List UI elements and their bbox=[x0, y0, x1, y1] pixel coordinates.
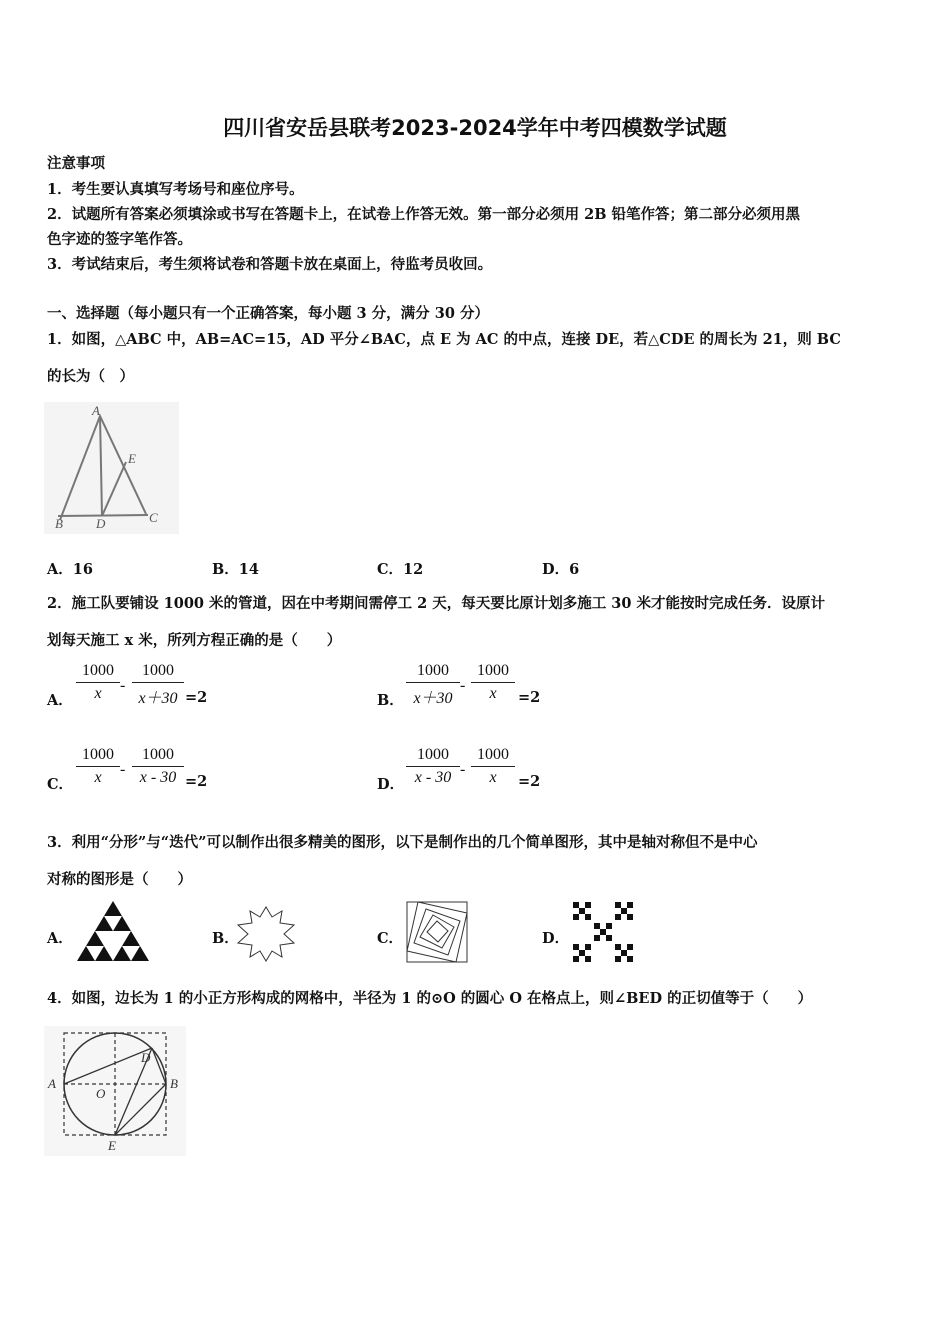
notice-item: 2．试题所有答案必须填涂或书写在答题卡上，在试卷上作答无效。第一部分必须用 2B 铅笔作答；第二部分必须用黑 bbox=[47, 206, 801, 223]
q2-option-c-label: C． bbox=[47, 776, 74, 793]
q1-text-1: 1．如图，△ABC 中，AB=AC=15，AD 平分∠BAC，点 E 为 AC 的中点，连接 DE，若△CDE 的周长为 21，则 BC bbox=[47, 331, 841, 348]
label-c: C bbox=[149, 510, 158, 525]
label-e: E bbox=[128, 451, 136, 466]
label-b: B bbox=[170, 1076, 178, 1091]
q3-text-2: 对称的图形是（ ） bbox=[47, 871, 192, 888]
equals-two: =2 bbox=[518, 689, 541, 706]
koch-snowflake-figure bbox=[234, 905, 298, 963]
fraction: $\frac{1000}{x}$ bbox=[76, 746, 120, 787]
fractal-x-pattern-figure bbox=[573, 902, 633, 962]
fraction: $\frac{1000}{x}$ bbox=[471, 746, 515, 787]
equals-two: =2 bbox=[518, 773, 541, 790]
q2-option-d-label: D． bbox=[377, 776, 405, 793]
q3-option-c-label: C． bbox=[377, 930, 404, 947]
q4-text-1: 4．如图，边长为 1 的小正方形构成的网格中，半径为 1 的⊙O 的圆心 O 在格点上，则∠BED 的正切值等于（ ） bbox=[47, 990, 813, 1007]
fraction: $\frac{1000}{x - 30}$ bbox=[406, 746, 460, 787]
notice-heading: 注意事项 bbox=[47, 155, 105, 172]
label-a: A bbox=[48, 1076, 56, 1091]
label-e: E bbox=[108, 1138, 116, 1153]
q1-option-a: A．16 bbox=[47, 561, 93, 578]
minus-sign: - bbox=[460, 677, 466, 694]
fraction: $\frac{1000}{x}$ bbox=[76, 662, 120, 703]
label-d: D bbox=[96, 516, 106, 531]
q1-text-2: 的长为（ ） bbox=[47, 368, 134, 385]
notice-item: 1．考生要认真填写考场号和座位序号。 bbox=[47, 181, 304, 198]
q3-option-a-label: A． bbox=[47, 930, 73, 947]
q2-text-1: 2．施工队要铺设 1000 米的管道，因在中考期间需停工 2 天，每天要比原计划多施工 30 米才能按时完成任务．设原计 bbox=[47, 595, 825, 612]
label-b: B bbox=[55, 516, 63, 531]
notice-item: 3．考试结束后，考生须将试卷和答题卡放在桌面上，待监考员收回。 bbox=[47, 256, 493, 273]
q2-text-2: 划每天施工 x 米，所列方程正确的是（ ） bbox=[47, 632, 342, 649]
label-a: A bbox=[92, 403, 100, 418]
equals-two: =2 bbox=[185, 773, 208, 790]
fraction: $\frac{1000}{x - 30}$ bbox=[132, 746, 184, 787]
q1-option-c: C．12 bbox=[377, 561, 424, 578]
q3-option-b-label: B． bbox=[212, 930, 239, 947]
label-d: D bbox=[141, 1050, 151, 1065]
equals-two: =2 bbox=[185, 689, 208, 706]
q2-option-b-label: B． bbox=[377, 692, 404, 709]
page-title: 四川省安岳县联考2023-2024学年中考四模数学试题 bbox=[223, 116, 727, 140]
q4-circle-grid-figure bbox=[44, 1026, 186, 1156]
q3-option-d-label: D． bbox=[542, 930, 570, 947]
label-o: O bbox=[96, 1086, 106, 1101]
minus-sign: - bbox=[120, 761, 126, 778]
q3-text-1: 3．利用“分形”与“迭代”可以制作出很多精美的图形，以下是制作出的几个简单图形，其中是轴对称但不是中心 bbox=[47, 834, 758, 851]
fraction: $\frac{1000}{x+30}$ bbox=[132, 662, 184, 708]
rotated-squares-figure bbox=[406, 901, 468, 963]
minus-sign: - bbox=[460, 761, 466, 778]
sierpinski-triangle-figure bbox=[76, 900, 150, 962]
fraction: $\frac{1000}{x}$ bbox=[471, 662, 515, 703]
section-heading: 一、选择题（每小题只有一个正确答案，每小题 3 分，满分 30 分） bbox=[47, 305, 489, 322]
q1-triangle-figure bbox=[44, 402, 179, 534]
q1-option-b: B．14 bbox=[212, 561, 259, 578]
q1-option-d: D．6 bbox=[542, 561, 580, 578]
minus-sign: - bbox=[120, 677, 126, 694]
fraction: $\frac{1000}{x+30}$ bbox=[406, 662, 460, 708]
q2-option-a-label: A． bbox=[47, 692, 73, 709]
notice-item: 色字迹的签字笔作答。 bbox=[47, 231, 192, 248]
